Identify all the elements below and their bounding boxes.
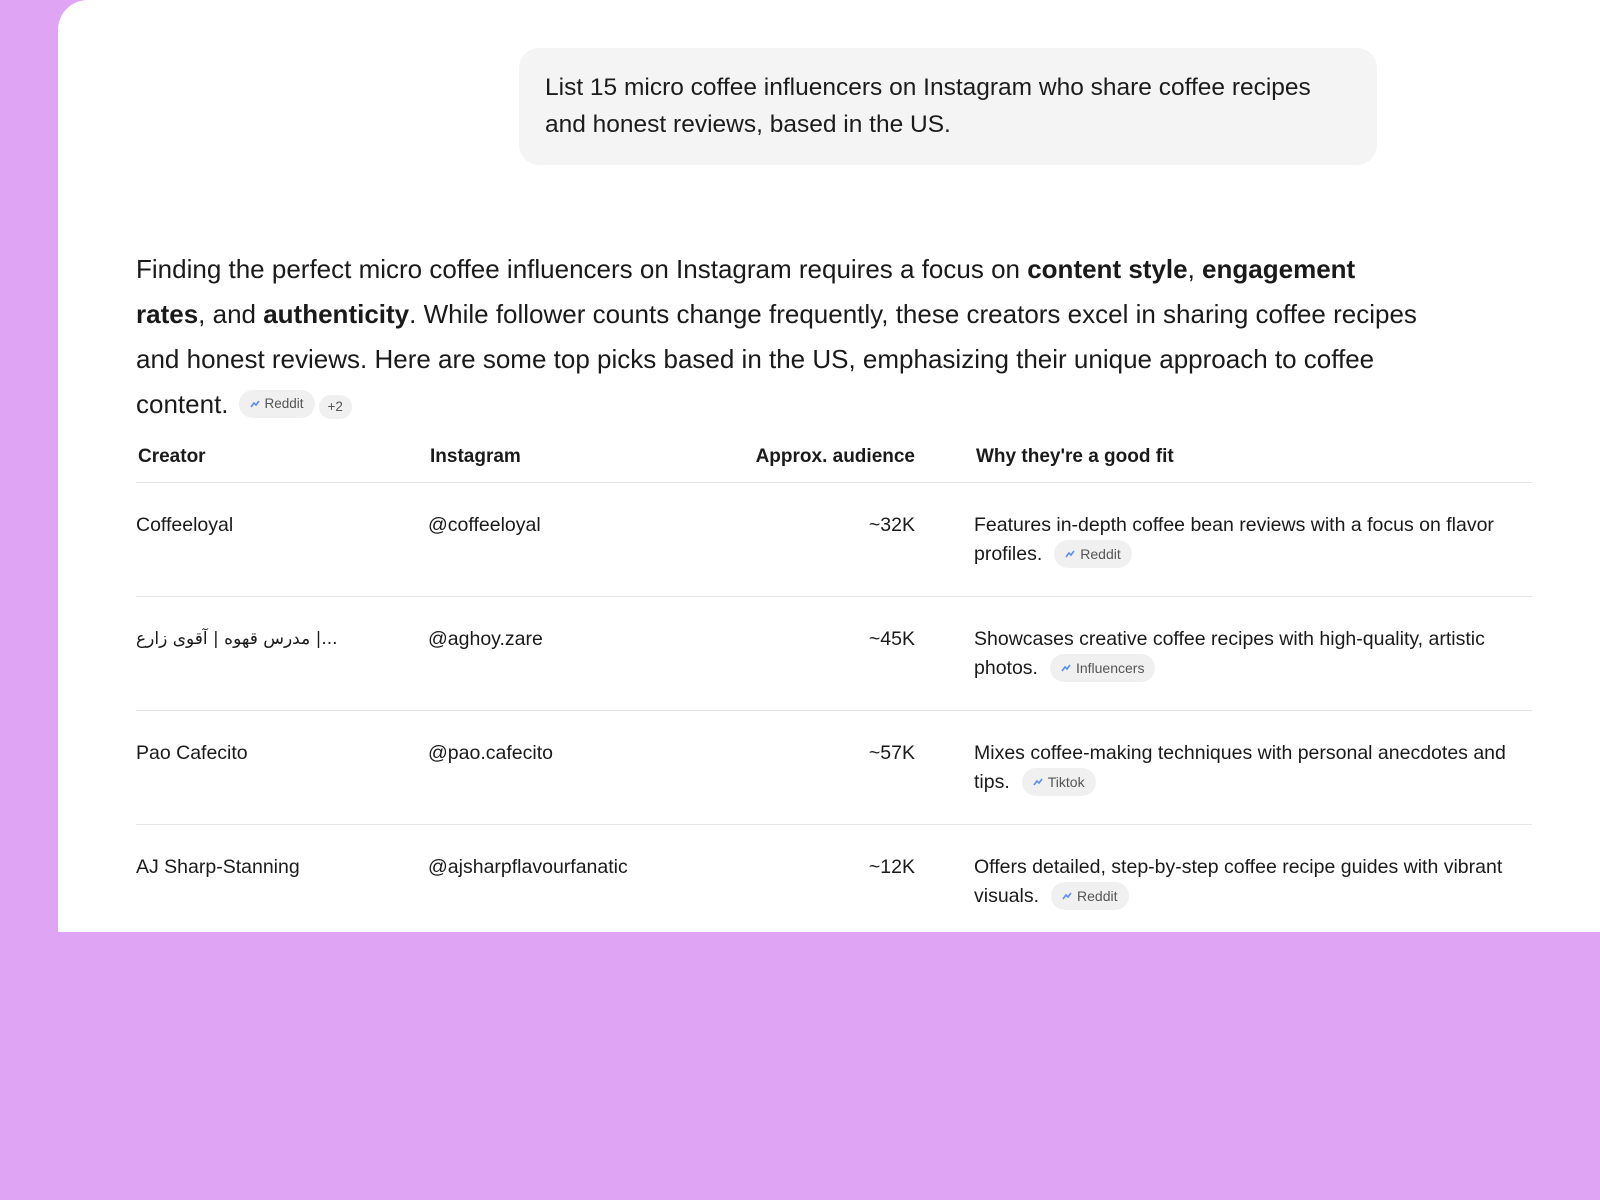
intro-text-2: , bbox=[1187, 254, 1203, 284]
answer-intro-paragraph bbox=[136, 247, 1426, 427]
instagram-handle: @aghoy.zare bbox=[428, 597, 678, 711]
header-instagram: Instagram bbox=[428, 432, 678, 483]
why-cell bbox=[919, 483, 1532, 597]
source-chip[interactable] bbox=[1022, 768, 1096, 796]
header-why: Why they're a good fit bbox=[919, 432, 1532, 483]
source-favicon-icon bbox=[250, 400, 260, 408]
audience-count: ~45K bbox=[678, 597, 919, 711]
why-text: Offers detailed, step-by-step coffee recipe guides with vibrant visuals. bbox=[974, 856, 1503, 907]
why-cell bbox=[919, 825, 1532, 933]
source-favicon-icon bbox=[1033, 778, 1043, 786]
source-favicon-icon bbox=[1062, 892, 1072, 900]
table-row bbox=[136, 483, 1532, 597]
why-cell bbox=[919, 597, 1532, 711]
intro-bold-authenticity: authenticity bbox=[263, 299, 410, 329]
source-favicon-icon bbox=[1061, 664, 1071, 672]
user-message-bubble bbox=[519, 48, 1377, 165]
source-chip[interactable] bbox=[1051, 882, 1128, 910]
why-text: Mixes coffee-making techniques with personal anecdotes and tips. bbox=[974, 742, 1506, 793]
instagram-handle: @coffeeloyal bbox=[428, 483, 678, 597]
intro-text-1: Finding the perfect micro coffee influencers on Instagram requires a focus on bbox=[136, 254, 1028, 284]
source-favicon-icon bbox=[1065, 550, 1075, 558]
audience-count: ~57K bbox=[678, 711, 919, 825]
source-chip[interactable] bbox=[1054, 540, 1131, 568]
instagram-handle: @ajsharpflavourfanatic bbox=[428, 825, 678, 933]
chat-panel bbox=[58, 0, 1600, 932]
source-chip-reddit[interactable] bbox=[239, 390, 315, 418]
audience-count: ~12K bbox=[678, 825, 919, 933]
header-creator: Creator bbox=[136, 432, 428, 483]
table-row bbox=[136, 597, 1532, 711]
source-chip-label: Tiktok bbox=[1047, 773, 1085, 790]
creator-name: AJ Sharp-Stanning bbox=[136, 825, 428, 933]
table-header-row bbox=[136, 432, 1532, 483]
user-message-text: List 15 micro coffee influencers on Instagram who share coffee recipes and honest reviews, based in the US. bbox=[545, 74, 1311, 138]
source-chip-label: Reddit bbox=[264, 396, 304, 412]
intro-bold-engagement-rates: engagement rates bbox=[136, 254, 1356, 329]
header-audience: Approx. audience bbox=[678, 432, 919, 483]
intro-text-3: , and bbox=[198, 299, 264, 329]
more-sources-label: +2 bbox=[327, 399, 343, 415]
table-row bbox=[136, 825, 1532, 933]
intro-text-4: . While follower counts change frequently, these creators excel in sharing coffee recipes and honest reviews. Here are some top picks based in the US, emphasizing their unique approach to coffee content. bbox=[136, 299, 1417, 419]
source-chip[interactable] bbox=[1050, 654, 1155, 682]
why-text: Showcases creative coffee recipes with high-quality, artistic photos. bbox=[974, 628, 1485, 679]
why-text: Features in-depth coffee bean reviews with a focus on flavor profiles. bbox=[974, 514, 1494, 565]
creator-name: مدرس قهوه | آقوی زارع |... bbox=[136, 597, 428, 711]
instagram-handle: @pao.cafecito bbox=[428, 711, 678, 825]
why-cell bbox=[919, 711, 1532, 825]
creator-name: Coffeeloyal bbox=[136, 483, 428, 597]
source-chip-label: Reddit bbox=[1080, 545, 1121, 562]
source-chip-label: Influencers bbox=[1075, 659, 1145, 676]
creator-name: Pao Cafecito bbox=[136, 711, 428, 825]
audience-count: ~32K bbox=[678, 483, 919, 597]
creators-table bbox=[136, 432, 1532, 932]
more-sources-chip[interactable] bbox=[319, 395, 352, 419]
intro-bold-content-style: content style bbox=[1027, 254, 1188, 284]
table-row bbox=[136, 711, 1532, 825]
source-chip-label: Reddit bbox=[1077, 887, 1118, 904]
